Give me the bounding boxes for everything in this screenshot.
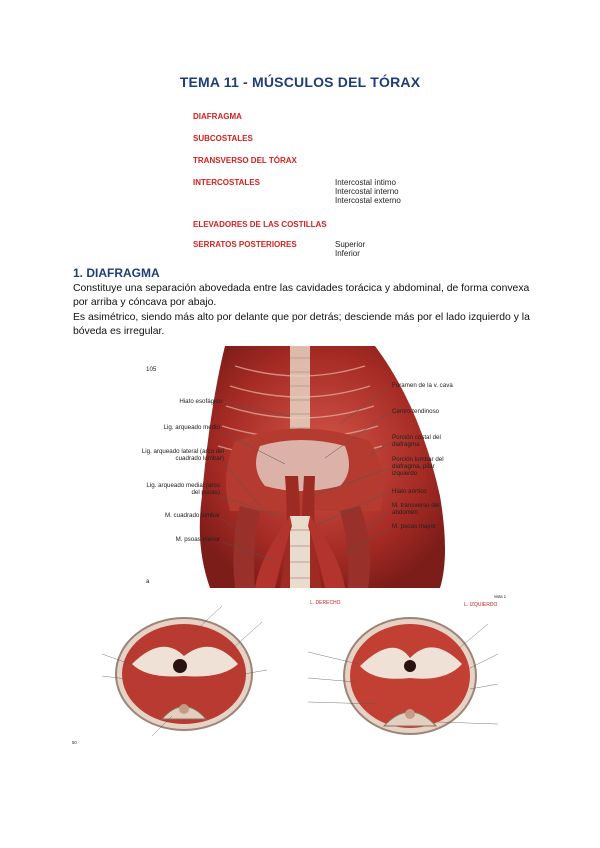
figure-label: Centro tendinoso bbox=[392, 408, 440, 415]
figure-label: Hiato esofágico bbox=[179, 398, 222, 405]
page-title: TEMA 11 - MÚSCULOS DEL TÓRAX bbox=[179, 74, 421, 90]
figure-corner-mark: vista 1 bbox=[494, 594, 507, 599]
outline-label: DIAFRAGMA bbox=[193, 112, 242, 121]
figure-label: Lig. arqueado lateral (arco del cuadrado lumbar) bbox=[141, 448, 224, 462]
outline-subitems bbox=[335, 240, 365, 258]
diaphragm-superior-figure-left bbox=[72, 594, 294, 750]
figure-label: M. transverso del abdomen bbox=[392, 502, 440, 516]
left-side-label: L. DERECHO bbox=[310, 600, 341, 606]
outline-subitems bbox=[335, 178, 401, 205]
outline-subitem: Inferior bbox=[335, 249, 360, 258]
figure-label: Foramen de la v. cava bbox=[392, 382, 453, 389]
figure-label: M. cuadrado lumbar bbox=[164, 512, 220, 519]
figure-label: Porción lumbar del diafragma, pilar izquierdo bbox=[392, 456, 444, 477]
outline-label: ELEVADORES DE LAS COSTILLAS bbox=[193, 220, 327, 229]
outline-subitem: Intercostal externo bbox=[335, 196, 401, 205]
figure-label: M. psoas menor bbox=[175, 536, 220, 543]
section-heading: 1. DIAFRAGMA bbox=[73, 266, 160, 280]
outline-label: INTERCOSTALES bbox=[193, 178, 260, 187]
figure-label: Hiato aórtico bbox=[392, 488, 427, 495]
outline-label: SUBCOSTALES bbox=[193, 134, 253, 143]
page-number: 50 bbox=[72, 740, 77, 745]
outline-label: SERRATOS POSTERIORES bbox=[193, 240, 297, 249]
outline-subitem: Intercostal íntimo bbox=[335, 178, 396, 187]
figure-label: M. psoas mayor bbox=[392, 523, 437, 530]
diaphragm-anterior-figure bbox=[140, 346, 460, 588]
page-number: 105 bbox=[146, 366, 157, 373]
paragraph: Es asimétrico, siendo más alto por delante que por detrás; desciende más por el lado izquierdo y la bóveda es irregular. bbox=[73, 312, 530, 337]
figure-label: Lig. arqueado medio bbox=[163, 424, 220, 431]
diaphragm-superior-figure-right bbox=[298, 594, 524, 750]
outline-label: TRANSVERSO DEL TÓRAX bbox=[193, 156, 297, 165]
figure-label: Porción costal del diafragma bbox=[392, 434, 441, 448]
outline-subitem: Intercostal interno bbox=[335, 187, 399, 196]
outline-subitem: Superior bbox=[335, 240, 366, 249]
diaphragm-superior-illustration-left bbox=[72, 594, 294, 750]
right-side-label: L. IZQUIERDO bbox=[464, 602, 498, 608]
paragraph: Constituye una separación abovedada entre las cavidades torácica y abdominal, de forma convexa por arriba y cóncava por abajo. bbox=[73, 283, 530, 308]
diaphragm-superior-illustration-right bbox=[298, 594, 524, 750]
figure-corner-mark: a bbox=[146, 578, 150, 585]
figure-label: Lig. arqueado medial (arco del psoas) bbox=[146, 482, 220, 496]
